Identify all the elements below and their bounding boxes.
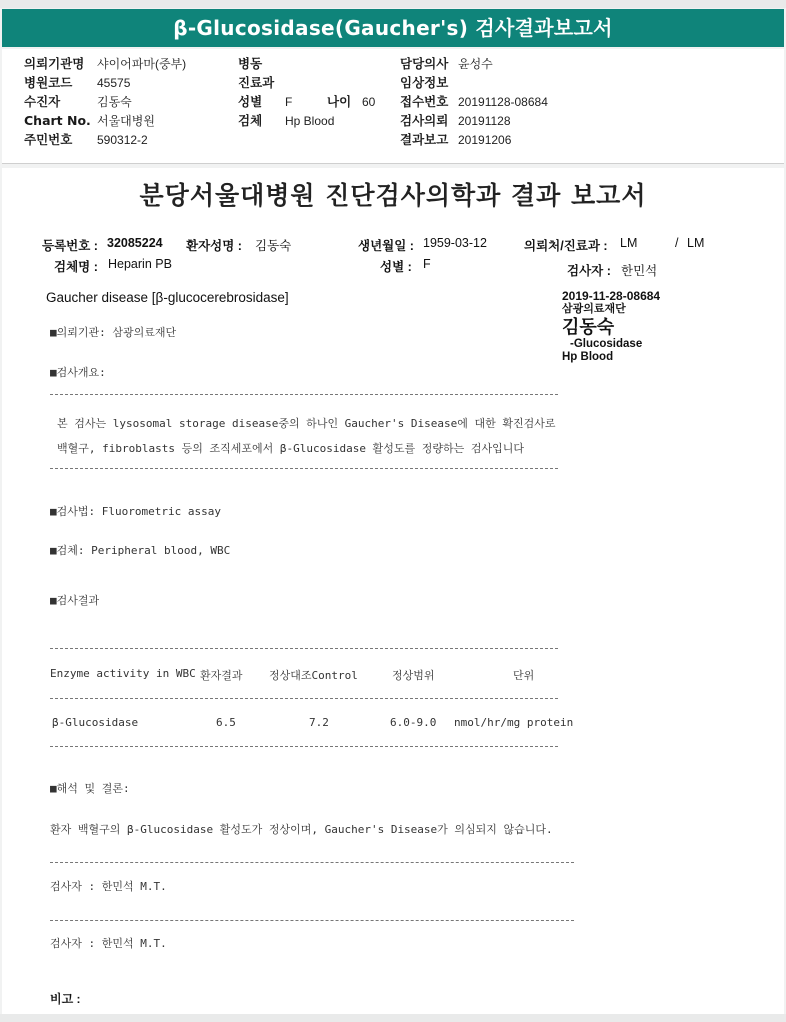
label-department: 진료과 (238, 75, 275, 90)
table-cell-control: 7.2 (309, 716, 329, 729)
sex-label: 성별 : (380, 260, 412, 274)
bottom-strip (0, 1014, 786, 1022)
interpretation-text: 환자 백혈구의 β-Glucosidase 활성도가 정상이며, Gaucher's Disease가 의심되지 않습니다. (50, 823, 553, 836)
value-request-date: 20191128 (458, 114, 511, 128)
table-cell-enzyme: β-Glucosidase (52, 716, 139, 729)
divider (50, 468, 558, 469)
examiner-label: 검사자 : (567, 264, 611, 278)
value-receipt-no: 20191128-08684 (458, 95, 548, 109)
patient-name-label: 환자성명 : (186, 239, 242, 253)
specimen-name-label: 검체명 : (54, 260, 98, 274)
divider (50, 648, 558, 649)
value-resident-no: 590312-2 (97, 133, 148, 147)
overview-text-1: 본 검사는 lysosomal storage disease중의 하나인 Gaucher's Disease에 대한 확진검사로 (57, 417, 556, 430)
value-chart-no: 서울대병원 (97, 114, 155, 128)
sex-value: F (423, 257, 431, 271)
dept-value-a: LM (620, 236, 638, 250)
dob-value: 1959-03-12 (423, 236, 487, 250)
value-report-date: 20191206 (458, 133, 512, 147)
value-requesting-org: 샤이어파마(중부) (97, 57, 187, 71)
signature-1: 검사자 : 한민석 M.T. (50, 880, 167, 893)
stamp-specimen: Hp Blood (562, 351, 614, 363)
stamp-test: -Glucosidase (570, 338, 643, 350)
label-requesting-org: 의뢰기관명 (24, 56, 85, 71)
patient-name-value: 김동숙 (255, 239, 292, 253)
stamp-receipt-no: 2019-11-28-08684 (562, 289, 661, 303)
report-title: 분당서울대병원 진단검사의학과 결과 보고서 (139, 181, 647, 210)
divider (50, 394, 558, 395)
interpretation-label: ■해석 및 결론: (50, 782, 130, 795)
label-clinical-info: 임상정보 (400, 75, 449, 90)
label-request-date: 검사의뢰 (400, 113, 449, 128)
label-specimen: 검체 (238, 113, 263, 128)
signature-2: 검사자 : 한민석 M.T. (50, 937, 167, 950)
table-cell-unit: nmol/hr/mg protein (454, 716, 574, 729)
label-ward: 병동 (238, 56, 263, 71)
dept-value-b: LM (687, 236, 705, 250)
value-age: 60 (362, 95, 376, 109)
label-chart-no: Chart No. (24, 113, 91, 128)
institution-line: ■의뢰기관: 삼광의료재단 (50, 326, 177, 339)
value-doctor: 윤성수 (458, 57, 493, 71)
dob-label: 생년월일 : (358, 239, 414, 253)
label-sex: 성별 (238, 94, 263, 109)
scanned-report (2, 168, 784, 1014)
table-header-patient-result: 환자결과 (200, 669, 243, 682)
divider (50, 862, 574, 863)
table-header-unit: 단위 (513, 669, 535, 682)
specimen-label-stamp (562, 290, 722, 364)
value-specimen: Hp Blood (285, 114, 335, 128)
stamp-org: 삼광의료재단 (562, 303, 626, 315)
label-patient: 수진자 (24, 94, 61, 109)
method-line: ■검사법: Fluorometric assay (50, 505, 221, 518)
report-header (2, 49, 784, 164)
reg-no-value: 32085224 (107, 236, 163, 250)
table-header-control: 정상대조Control (269, 669, 358, 682)
test-title: Gaucher disease [β-glucocerebrosidase] (46, 290, 289, 305)
result-label: ■검사결과 (50, 594, 100, 607)
label-resident-no: 주민번호 (24, 132, 73, 147)
reg-no-label: 등록번호 : (42, 239, 98, 253)
label-report-date: 결과보고 (400, 132, 449, 147)
stamp-patient: 김동숙 (562, 317, 615, 337)
top-strip (0, 0, 786, 8)
divider (50, 698, 558, 699)
value-patient: 김동숙 (97, 95, 132, 109)
divider (50, 746, 558, 747)
specimen-name-value: Heparin PB (108, 257, 172, 271)
overview-text-2: 백혈구, fibroblasts 등의 조직세포에서 β-Glucosidase 활성도를 정량하는 검사입니다 (57, 442, 524, 455)
table-cell-normal-range: 6.0-9.0 (390, 716, 437, 729)
label-receipt-no: 접수번호 (400, 94, 449, 109)
table-cell-patient-result: 6.5 (216, 716, 236, 729)
label-age: 나이 (327, 94, 352, 109)
value-hospital-code: 45575 (97, 76, 131, 90)
table-header-enzyme: Enzyme activity in WBC (50, 667, 196, 680)
label-hospital-code: 병원코드 (24, 75, 73, 90)
overview-label: ■검사개요: (50, 366, 106, 379)
page-title: β-Glucosidase(Gaucher's) 검사결과보고서 (2, 9, 784, 47)
examiner-value: 한민석 (621, 264, 658, 278)
divider (50, 920, 574, 921)
label-doctor: 담당의사 (400, 56, 449, 71)
specimen-line: ■검체: Peripheral blood, WBC (50, 544, 231, 557)
remarks-label: 비고 : (50, 992, 81, 1006)
table-header-normal-range: 정상범위 (392, 669, 435, 682)
dept-label: 의뢰처/진료과 : (524, 239, 608, 253)
value-sex: F (285, 95, 293, 109)
dept-separator: / (675, 236, 679, 250)
